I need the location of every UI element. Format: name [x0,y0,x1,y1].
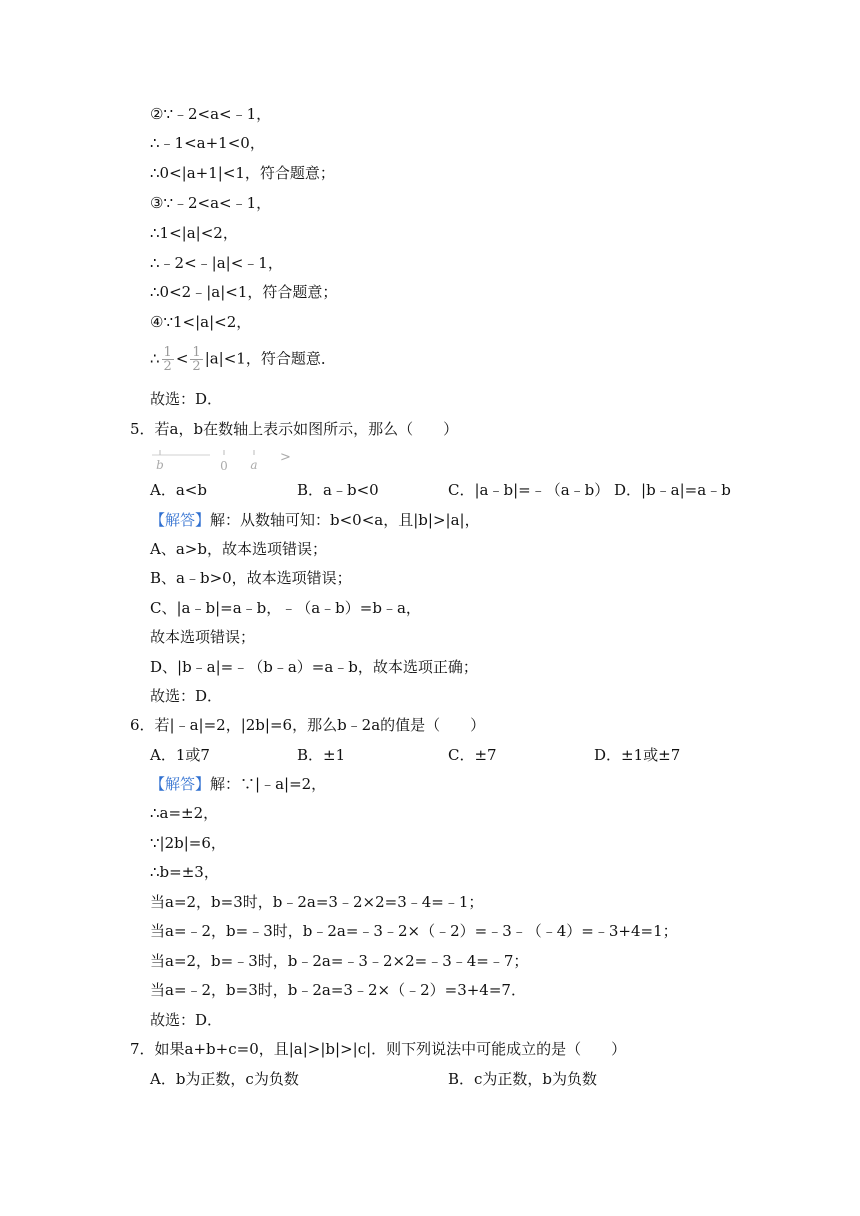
text-line: B、a﹣b>0，故本选项错误； [150,569,352,587]
answer-line [150,774,326,794]
number-line-arrow: > [280,450,291,465]
option-b: B．a﹣b<0 [297,481,379,499]
text-line: ②∵﹣2<a<﹣1， [150,105,272,123]
option-a: A．a<b [150,481,207,499]
text-line: 故选：D． [150,687,223,705]
text-line: 当a=﹣2，b=﹣3时，b﹣2a=﹣3﹣2×（﹣2）=﹣3﹣（﹣4）=﹣3+4=1； [150,922,678,940]
option-c: C．±7 [448,746,497,764]
text-line: A、a>b，故本选项错误； [150,540,327,558]
option-d: D．|b﹣a|=a﹣b [614,481,731,499]
text-line: 故选：D． [150,390,223,408]
text-line: ③∵﹣2<a<﹣1， [150,194,272,212]
text-line: ∴﹣2<﹣|a|<﹣1， [150,254,283,272]
text-line: ∵|2b|=6， [150,834,226,852]
text-line: 当a=2，b=﹣3时，b﹣2a=﹣3﹣2×2=﹣3﹣4=﹣7； [150,952,529,970]
text-line: ∴b=±3， [150,863,219,881]
option-a: A．1或7 [150,746,210,764]
label-b: b [156,458,164,472]
text-span: |a|<1，符合题意． [204,349,336,368]
text-span: ∴ [150,349,160,368]
option-a: A．b为正数，c为负数 [150,1070,299,1088]
text-line: 当a=﹣2，b=3时，b﹣2a=3﹣2×（﹣2）=3+4=7． [150,981,526,999]
text-line: ∴﹣1<a+1<0， [150,134,265,152]
text-span: 解：从数轴可知：b<0<a，且|b|>|a|， [210,511,480,529]
question-6: 6．若|﹣a|=2，|2b|=6，那么b﹣2a的值是（ ） [130,716,486,734]
text-span: 解：∵|﹣a|=2， [210,775,327,793]
fraction-denominator: 2 [192,359,201,374]
option-c: C．|a﹣b|=﹣（a﹣b） [448,481,610,499]
label-0: 0 [220,459,228,473]
number-line-figure [150,447,300,475]
option-b: B．c为正数，b为负数 [448,1070,598,1088]
text-line: D、|b﹣a|=﹣（b﹣a）=a﹣b，故本选项正确； [150,658,478,676]
fraction-line [150,346,336,373]
fraction-numerator: 1 [163,345,172,360]
text-line: ∴0<|a+1|<1，符合题意； [150,164,335,182]
text-span: < [175,349,189,368]
text-line: 故选：D． [150,1011,223,1029]
question-5: 5．若a，b在数轴上表示如图所示，那么（ ） [130,420,459,438]
text-line: 当a=2，b=3时，b﹣2a=3﹣2×2=3﹣4=﹣1； [150,893,484,911]
answer-line [150,510,480,530]
answer-tag: 【解答】 [150,775,211,793]
fraction [162,346,174,373]
fraction [190,346,202,373]
question-7: 7．如果a+b+c=0，且|a|>|b|>|c|．则下列说法中可能成立的是（ ） [130,1040,627,1058]
text-line: ∴0<2﹣|a|<1，符合题意； [150,283,338,301]
text-line: ④∵1<|a|<2， [150,313,252,331]
text-line: ∴1<|a|<2， [150,224,238,242]
text-line: C、|a﹣b|=a﹣b，﹣（a﹣b）=b﹣a， [150,599,421,617]
label-a: a [250,458,258,472]
option-b: B．±1 [297,746,346,764]
fraction-numerator: 1 [192,345,201,360]
option-d: D．±1或±7 [594,746,681,764]
text-line: ∴a=±2， [150,804,219,822]
text-line: 故本选项错误； [150,628,256,646]
fraction-denominator: 2 [163,359,172,374]
answer-tag: 【解答】 [150,511,211,529]
